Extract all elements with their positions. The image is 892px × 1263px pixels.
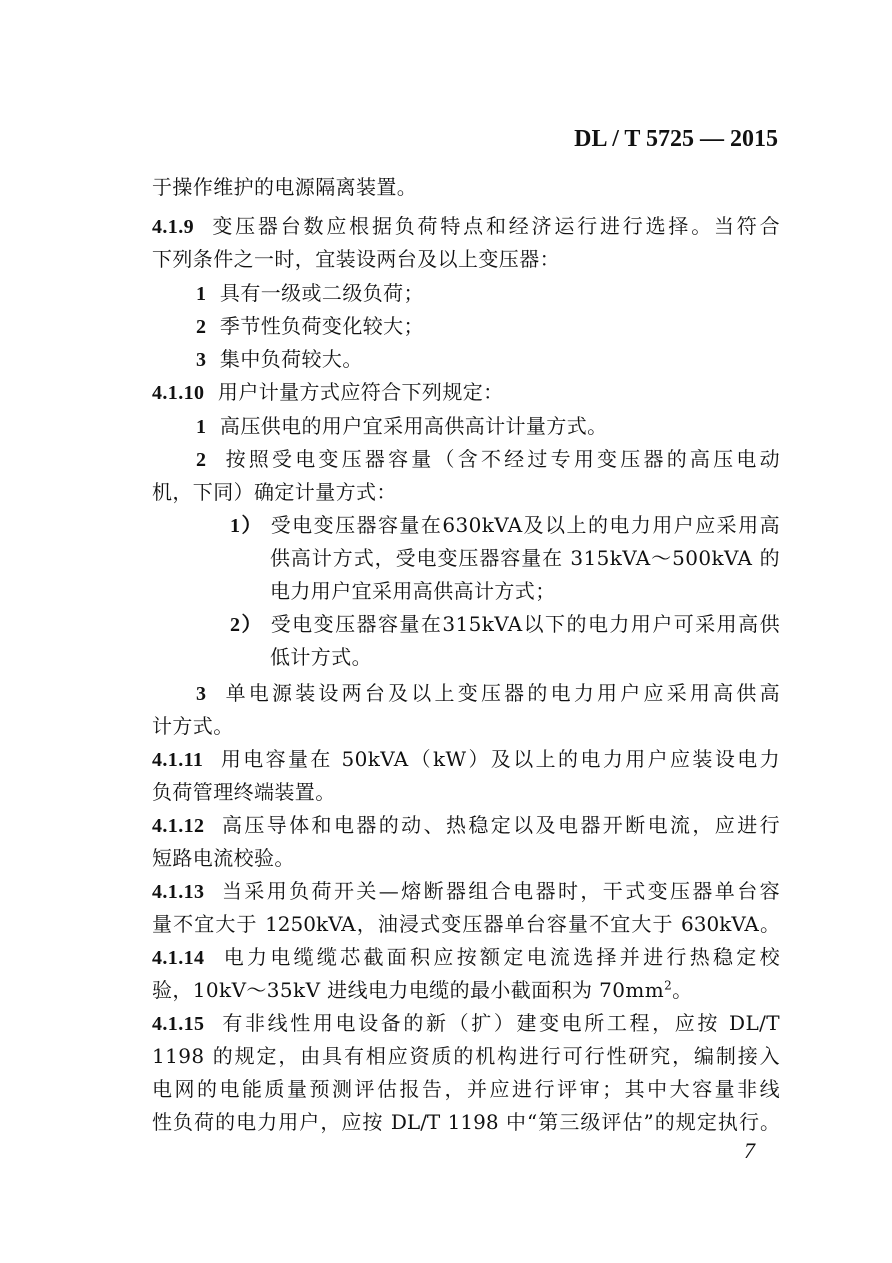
text-line: 验，10kV～35kV 进线电力电缆的最小截面积为 $70mm^2$。 bbox=[152, 978, 693, 1002]
text-line: 量不宜大于 1250kVA，油浸式变压器单台容量不宜大于 630kVA。 bbox=[152, 912, 780, 936]
sub-list-item: 1） 受电变压器容量在630kVA及以上的电力用户应采用高 bbox=[230, 513, 780, 537]
clause-4-1-11: 4.1.11 用电容量在 50kVA（kW）及以上的电力用户应装设电力 bbox=[152, 747, 780, 771]
text-line: 下列条件之一时，宜装设两台及以上变压器： bbox=[152, 247, 560, 271]
clause-4-1-9: 4.1.9 变压器台数应根据负荷特点和经济运行进行选择。当符合 bbox=[152, 214, 781, 238]
text-line: 电力用户宜采用高供高计方式； bbox=[270, 579, 556, 603]
text-line: 低计方式。 bbox=[270, 645, 372, 669]
list-item: 1 高压供电的用户宜采用高供高计计量方式。 bbox=[196, 414, 608, 438]
text-line: 1198 的规定，由具有相应资质的机构进行可行性研究，编制接入 bbox=[152, 1044, 780, 1068]
page-number: 7 bbox=[744, 1138, 755, 1163]
list-item: 1 具有一级或二级负荷； bbox=[196, 281, 424, 305]
list-item: 3 集中负荷较大。 bbox=[196, 347, 363, 371]
list-item: 2 按照受电变压器容量（含不经过专用变压器的高压电动 bbox=[196, 447, 780, 471]
clause-4-1-12: 4.1.12 高压导体和电器的动、热稳定以及电器开断电流，应进行 bbox=[152, 813, 781, 837]
text-line: 电网的电能质量预测评估报告，并应进行评审；其中大容量非线 bbox=[152, 1077, 780, 1101]
clause-4-1-13: 4.1.13 当采用负荷开关—熔断器组合电器时，干式变压器单台容 bbox=[152, 879, 781, 903]
list-item: 2 季节性负荷变化较大； bbox=[196, 314, 424, 338]
text-line: 负荷管理终端装置。 bbox=[152, 780, 336, 804]
sub-list-item: 2） 受电变压器容量在315kVA以下的电力用户可采用高供 bbox=[230, 612, 780, 636]
clause-4-1-14: 4.1.14 电力电缆缆芯截面积应按额定电流选择并进行热稳定校 bbox=[152, 945, 780, 969]
document-code-header: DL / T 5725 — 2015 bbox=[574, 126, 778, 152]
clause-4-1-10: 4.1.10 用户计量方式应符合下列规定： bbox=[152, 380, 504, 404]
text-line: 机，下同）确定计量方式： bbox=[152, 480, 397, 504]
text-line: 性负荷的电力用户，应按 DL/T 1198 中“第三级评估”的规定执行。 bbox=[152, 1110, 780, 1134]
clause-4-1-15: 4.1.15 有非线性用电设备的新（扩）建变电所工程，应按 DL/T bbox=[152, 1011, 781, 1035]
text-line: 短路电流校验。 bbox=[152, 846, 295, 870]
list-item: 3 单电源装设两台及以上变压器的电力用户应采用高供高 bbox=[196, 681, 780, 705]
text-line: 计方式。 bbox=[152, 714, 234, 738]
text-line: 于操作维护的电源隔离装置。 bbox=[152, 175, 418, 199]
superscript: 2 bbox=[664, 978, 673, 993]
text-line: 供高计方式，受电变压器容量在 315kVA～500kVA 的 bbox=[270, 546, 780, 570]
